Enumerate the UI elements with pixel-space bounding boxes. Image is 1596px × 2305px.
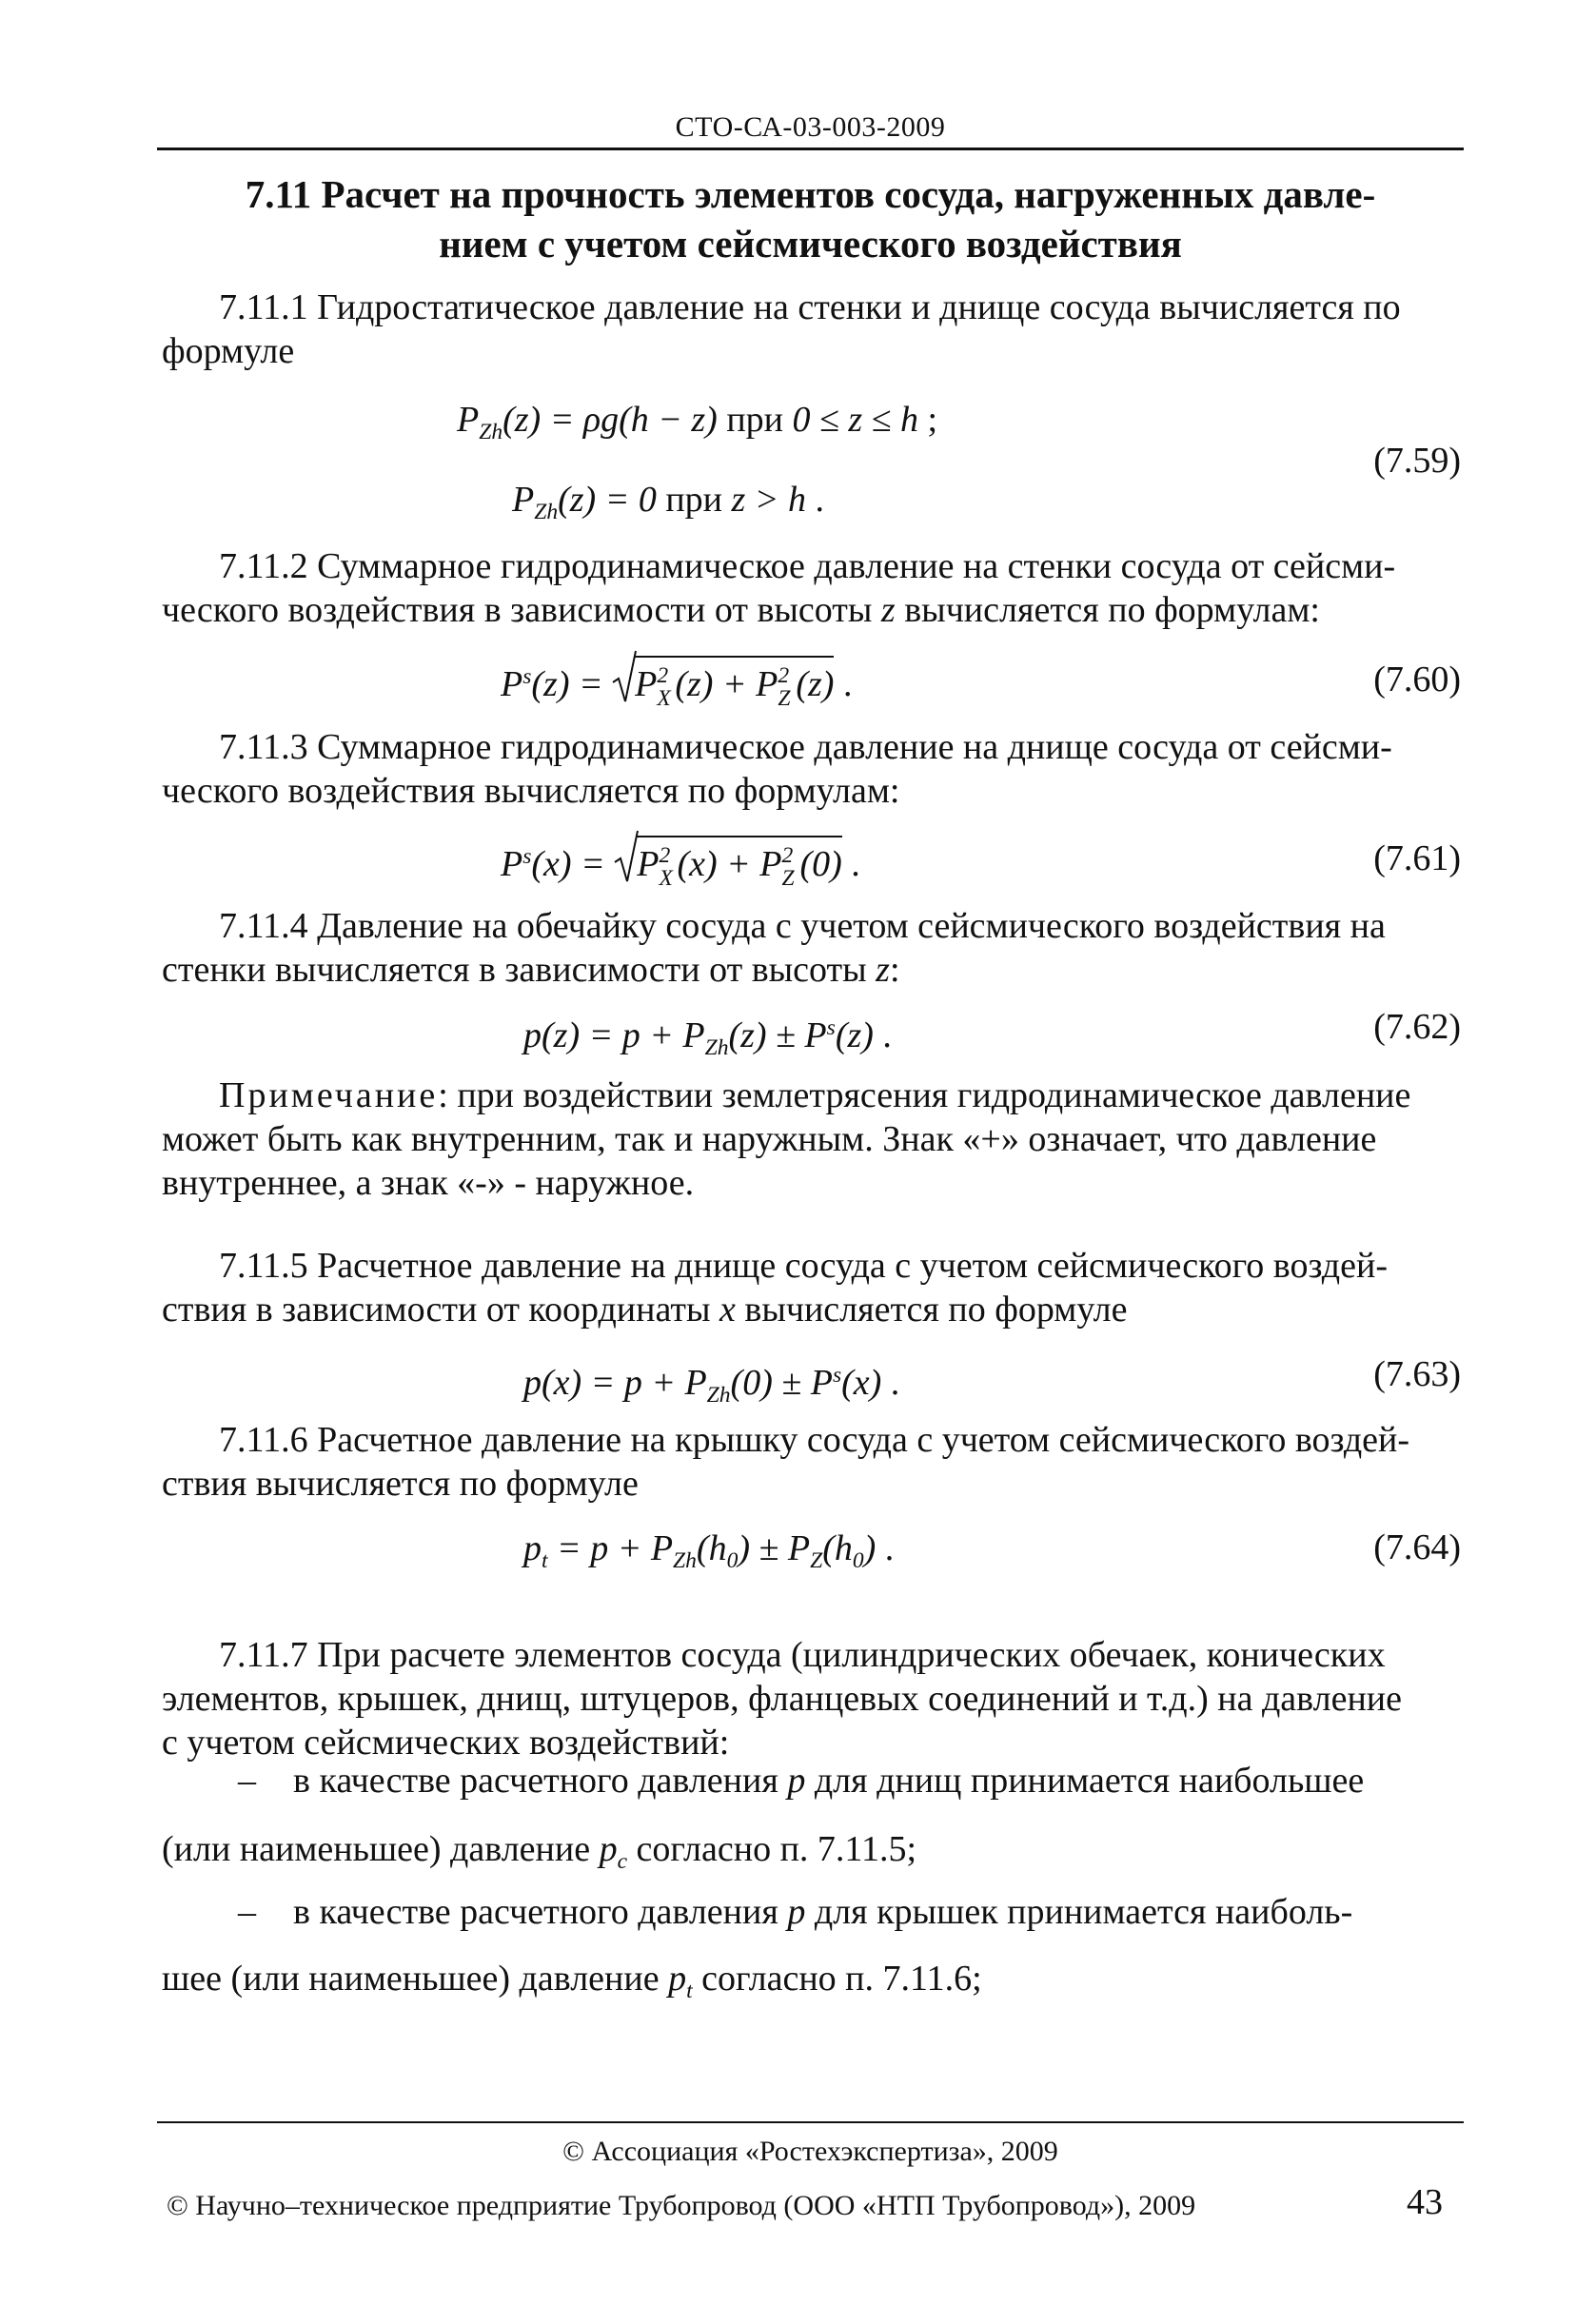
- equation-number-7-60: (7.60): [1373, 660, 1461, 699]
- variable: z: [880, 590, 896, 630]
- para-text: Давление на обечайку сосуда с учетом сейсмического воздействия на: [317, 906, 1386, 946]
- formula-7-59-line-1: $P_{Zh}(z) = \rho g(h - z)$ при 0 ≤ z ≤ h ;: [457, 400, 938, 445]
- equation-number-7-61: (7.61): [1373, 838, 1461, 878]
- paragraph-7-11-2: [162, 544, 1461, 632]
- para-text: Суммарное гидродинамическое давление на стенки сосуда от сейсми-: [317, 546, 1396, 586]
- equation-number-7-62: (7.62): [1373, 1007, 1461, 1047]
- para-text: При расчете элементов сосуда (цилиндрических обечаек, конических: [317, 1635, 1386, 1675]
- para-number: 7.11.6: [219, 1420, 308, 1460]
- para-text: стенки вычисляется в зависимости от высоты: [162, 950, 867, 990]
- para-text: формуле: [162, 331, 295, 371]
- paragraph-7-11-1: [162, 286, 1461, 373]
- formula-7-63: $p(x) = p + P_{Zh}(0) \pm P^s(x)$ .: [523, 1362, 900, 1409]
- equation-number-7-59: (7.59): [1373, 441, 1461, 481]
- para-text: вычисляется по формулам:: [904, 590, 1320, 630]
- note-paragraph: [162, 1074, 1461, 1205]
- page-number: 43: [1407, 2182, 1443, 2222]
- para-text: с учетом сейсмических воздействий:: [162, 1723, 730, 1763]
- para-text: Расчетное давление на днище сосуда с учетом сейсмического воздей-: [317, 1246, 1388, 1286]
- footer-association: © Ассоциация «Ростехэкспертиза», 2009: [562, 2136, 1058, 2167]
- equation-number-7-64: (7.64): [1373, 1527, 1461, 1567]
- paragraph-7-11-7: [162, 1633, 1461, 1764]
- note-text: : при воздействии землетрясения гидродинамическое давление: [438, 1075, 1411, 1115]
- variable: z: [876, 950, 890, 990]
- formula-7-62: $p(z) = p + P_{Zh}(z) \pm P^s(z)$ .: [523, 1015, 892, 1061]
- note-label: Примечание: [219, 1075, 439, 1115]
- para-number: 7.11.1: [219, 287, 308, 327]
- para-text: Суммарное гидродинамическое давление на днище сосуда от сейсми-: [317, 727, 1392, 767]
- para-text: Гидростатическое давление на стенки и днище сосуда вычисляется по: [317, 287, 1401, 327]
- paragraph-7-11-6: [162, 1418, 1461, 1506]
- header-rule: [157, 148, 1464, 150]
- para-text: ствия в зависимости от координаты: [162, 1290, 711, 1330]
- section-title: [157, 169, 1464, 268]
- bullet-item-2-line-2: шее (или наименьшее) давление $p_t$ согласно п. 7.11.6;: [162, 1959, 982, 2004]
- variable: x: [719, 1290, 736, 1330]
- formula-7-64: $p_t = p + P_{Zh}(h_0) \pm P_Z(h_0)$ .: [523, 1528, 895, 1574]
- formula-7-59-line-2: $P_{Zh}(z) = 0$ при z > h .: [512, 480, 824, 525]
- note-text: может быть как внутренним, так и наружным. Знак «+» означает, что давление: [162, 1119, 1377, 1159]
- para-text: ствия вычисляется по формуле: [162, 1464, 639, 1504]
- para-number: 7.11.7: [219, 1635, 308, 1675]
- para-text: элементов, крышек, днищ, штуцеров, фланцевых соединений и т.д.) на давление: [162, 1679, 1402, 1719]
- bullet-dash: –: [238, 1892, 256, 1932]
- para-number: 7.11.5: [219, 1246, 308, 1286]
- footer-company: © Научно–техническое предприятие Трубопровод (ООО «НТП Трубопровод»), 2009: [167, 2190, 1196, 2221]
- para-number: 7.11.3: [219, 727, 308, 767]
- paragraph-7-11-5: [162, 1244, 1461, 1331]
- para-text: ческого воздействия вычисляется по формулам:: [162, 771, 900, 811]
- formula-7-61: $P^s(x)$ = P 2 X (x) + P 2 Z (0) .: [501, 835, 860, 886]
- note-text: внутреннее, а знак «-» - наружное.: [162, 1163, 695, 1203]
- equation-number-7-63: (7.63): [1373, 1354, 1461, 1394]
- footer-rule: [157, 2121, 1464, 2123]
- paragraph-7-11-3: [162, 725, 1461, 813]
- bullet-item-2-line-1: в качестве расчетного давления p для крышек принимается наиболь-: [293, 1892, 1353, 1932]
- para-number: 7.11.2: [219, 546, 308, 586]
- para-text: ческого воздействия в зависимости от высоты: [162, 590, 873, 630]
- paragraph-7-11-4: 7.11.4 Давление на обечайку сосуда с учетом сейсмического воздействия на стенки вычисляется в зависимости от высоты z:: [162, 906, 1386, 990]
- section-title-line-2: нием с учетом сейсмического воздействия: [439, 222, 1182, 266]
- bullet-item-1-line-2: (или наименьшее) давление $p_c$ согласно п. 7.11.5;: [162, 1829, 917, 1875]
- para-text: вычисляется по формуле: [744, 1290, 1128, 1330]
- para-text: Расчетное давление на крышку сосуда с учетом сейсмического воздей-: [317, 1420, 1410, 1460]
- para-number: 7.11.4: [219, 906, 308, 946]
- section-title-line-1: 7.11 Расчет на прочность элементов сосуда, нагруженных давле-: [245, 172, 1376, 216]
- formula-7-60: $P^s(z)$ = P 2 X (z) + P 2 Z (z) .: [501, 655, 852, 706]
- bullet-dash: –: [238, 1761, 256, 1801]
- bullet-item-1-line-1: в качестве расчетного давления p для днищ принимается наибольшее: [293, 1761, 1365, 1801]
- document-code: СТО-СА-03-003-2009: [675, 111, 946, 143]
